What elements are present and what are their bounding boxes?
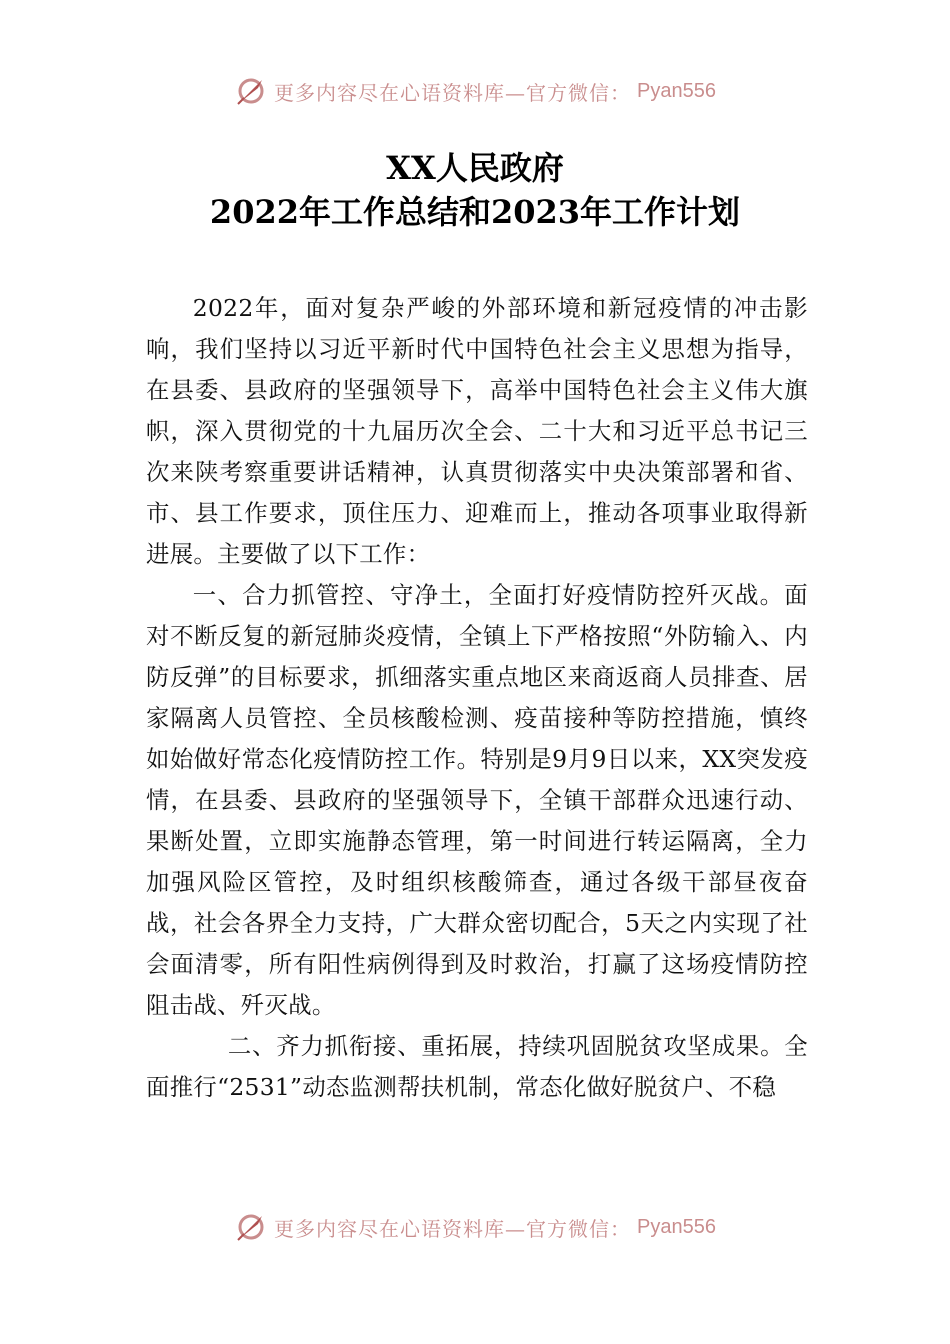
watermark-footer — [0, 1210, 950, 1244]
document-body — [146, 288, 808, 1108]
quill-logo-icon — [234, 74, 268, 108]
watermark-header — [0, 74, 950, 108]
title-line-2: 2022年工作总结和2023年工作计划 — [209, 193, 741, 231]
paragraph-1: 2022年，面对复杂严峻的外部环境和新冠疫情的冲击影响，我们坚持以习近平新时代中国特色社会主义思想为指导，在县委、县政府的坚强领导下，高举中国特色社会主义伟大旗帜，深入贯彻党的十九届历次全会、二十大和习近平总书记三次来陕考察重要讲话精神，认真贯彻落实中央决策部署和省、市、县工作要求，顶住压力、迎难而上，推动各项事业取得新进展。主要做了以下工作： — [146, 294, 808, 568]
document-title — [0, 146, 950, 234]
paragraph-2: 一、合力抓管控、守净土，全面打好疫情防控歼灭战。面对不断反复的新冠肺炎疫情，全镇上下严格按照“外防输入、内防反弹”的目标要求，抓细落实重点地区来商返商人员排查、居家隔离人员管控、全员核酸检测、疫苗接种等防控措施，慎终如始做好常态化疫情防控工作。特别是9月9日以来，XX突发疫情，在县委、县政府的坚强领导下，全镇干部群众迅速行动、果断处置，立即实施静态管理，第一时间进行转运隔离，全力加强风险区管控，及时组织核酸筛查，通过各级干部昼夜奋战，社会各界全力支持，广大群众密切配合，5天之内实现了社会面清零，所有阳性病例得到及时救治，打赢了这场疫情防控阻击战、歼灭战。 — [146, 581, 808, 1019]
quill-logo-icon — [234, 1210, 268, 1244]
watermark-text: 更多内容尽在心语资料库—官方微信： — [274, 1216, 632, 1241]
watermark-id: Pyan556 — [637, 1215, 716, 1238]
title-line-1: XX人民政府 — [386, 149, 564, 187]
paragraph-3: 二、齐力抓衔接、重拓展，持续巩固脱贫攻坚成果。全面推行“2531”动态监测帮扶机制，常态化做好脱贫户、不稳 — [146, 1032, 808, 1101]
watermark-id: Pyan556 — [637, 79, 716, 102]
watermark-text: 更多内容尽在心语资料库—官方微信： — [274, 80, 632, 105]
